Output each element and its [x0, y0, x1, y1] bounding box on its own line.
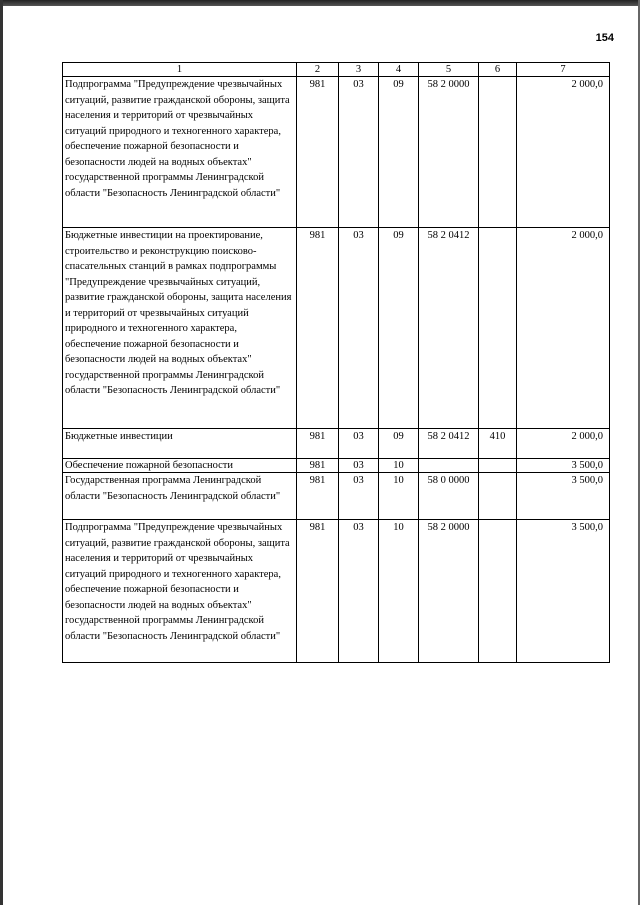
row-section-code: 03 [339, 459, 379, 473]
row-target-code: 58 2 0412 [419, 228, 479, 429]
row-ministry-code: 981 [297, 520, 339, 663]
row-expense-type [479, 77, 517, 228]
row-ministry-code: 981 [297, 228, 339, 429]
row-expense-type [479, 473, 517, 520]
row-subsection-code: 10 [379, 473, 419, 520]
row-name: Государственная программа Ленинградской области "Безопасность Ленинградской области" [63, 473, 297, 520]
row-expense-type [479, 459, 517, 473]
row-expense-type [479, 520, 517, 663]
table-row [63, 473, 610, 520]
row-ministry-code: 981 [297, 77, 339, 228]
row-amount: 2 000,0 [517, 77, 610, 228]
row-ministry-code: 981 [297, 429, 339, 459]
row-name: Подпрограмма "Предупреждение чрезвычайных ситуаций, развитие гражданской обороны, защита населения и территорий от чрезвычайных ситуаций природного и техногенного характера, обеспечение пожарной безопасности и безопасности людей на водных объектах" государственной программы Ленинградской области "Безопасность Ленинградской области" [63, 520, 297, 663]
row-target-code [419, 459, 479, 473]
row-subsection-code: 10 [379, 520, 419, 663]
row-subsection-code: 10 [379, 459, 419, 473]
row-section-code: 03 [339, 429, 379, 459]
table-row [63, 429, 610, 459]
row-amount: 3 500,0 [517, 459, 610, 473]
row-subsection-code: 09 [379, 429, 419, 459]
table-row [63, 77, 610, 228]
row-section-code: 03 [339, 520, 379, 663]
column-header: 6 [479, 63, 517, 77]
table-row [63, 520, 610, 663]
row-subsection-code: 09 [379, 228, 419, 429]
column-header: 7 [517, 63, 610, 77]
row-section-code: 03 [339, 228, 379, 429]
column-header: 2 [297, 63, 339, 77]
column-header: 1 [63, 63, 297, 77]
row-amount: 3 500,0 [517, 473, 610, 520]
page-number: 154 [595, 32, 614, 44]
row-amount: 2 000,0 [517, 228, 610, 429]
budget-table [62, 62, 610, 663]
row-target-code: 58 2 0412 [419, 429, 479, 459]
table-header-row [63, 63, 610, 77]
table-row [63, 228, 610, 429]
row-name: Обеспечение пожарной безопасности [63, 459, 297, 473]
row-section-code: 03 [339, 473, 379, 520]
scan-top-edge [0, 0, 640, 6]
column-header: 3 [339, 63, 379, 77]
row-section-code: 03 [339, 77, 379, 228]
row-target-code: 58 2 0000 [419, 520, 479, 663]
row-amount: 2 000,0 [517, 429, 610, 459]
row-name: Бюджетные инвестиции на проектирование, строительство и реконструкцию поисково-спасательных станций в рамках подпрограммы "Предупреждение чрезвычайных ситуаций, развитие гражданской обороны, защита населения и территорий от чрезвычайных ситуаций природного и техногенного характера, обеспечение пожарной безопасности и безопасности людей на водных объектах" государственной программы Ленинградской области "Безопасность Ленинградской области" [63, 228, 297, 429]
column-header: 4 [379, 63, 419, 77]
row-target-code: 58 0 0000 [419, 473, 479, 520]
row-name: Подпрограмма "Предупреждение чрезвычайных ситуаций, развитие гражданской обороны, защита населения и территорий от чрезвычайных ситуаций природного и техногенного характера, обеспечение пожарной безопасности и безопасности людей на водных объектах" государственной программы Ленинградской области "Безопасность Ленинградской области" [63, 77, 297, 228]
column-header: 5 [419, 63, 479, 77]
row-amount: 3 500,0 [517, 520, 610, 663]
row-expense-type [479, 228, 517, 429]
row-ministry-code: 981 [297, 459, 339, 473]
row-expense-type: 410 [479, 429, 517, 459]
row-name: Бюджетные инвестиции [63, 429, 297, 459]
row-target-code: 58 2 0000 [419, 77, 479, 228]
table-row [63, 459, 610, 473]
row-ministry-code: 981 [297, 473, 339, 520]
scan-left-edge [0, 0, 3, 905]
row-subsection-code: 09 [379, 77, 419, 228]
